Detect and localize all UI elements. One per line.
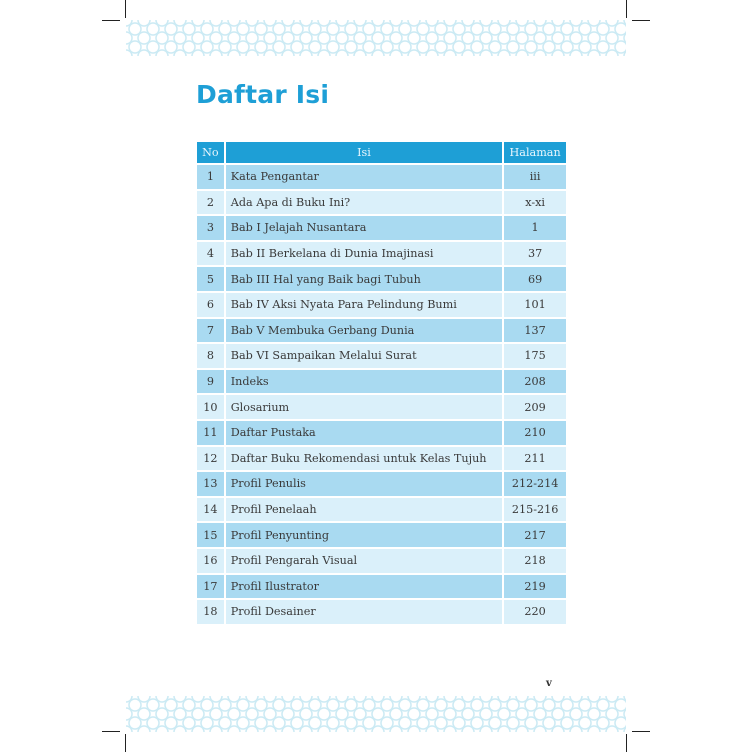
header-halaman: Halaman <box>504 142 566 163</box>
table-row <box>197 216 566 240</box>
row-number-cell: 7 <box>197 319 224 343</box>
row-page-cell: 137 <box>504 319 566 343</box>
row-page-cell: 220 <box>504 600 566 624</box>
crop-mark-bottom-right-v <box>626 734 627 752</box>
table-row <box>197 370 566 394</box>
row-page-cell: 208 <box>504 370 566 394</box>
row-page-cell: 210 <box>504 421 566 445</box>
table-row <box>197 165 566 189</box>
row-title-cell: Profil Ilustrator <box>226 575 502 599</box>
row-number-cell: 9 <box>197 370 224 394</box>
row-number-cell: 12 <box>197 447 224 471</box>
row-number-cell: 6 <box>197 293 224 317</box>
table-row <box>197 523 566 547</box>
row-page-cell: 212-214 <box>504 472 566 496</box>
page-title: Daftar Isi <box>196 80 330 109</box>
row-title-cell: Bab III Hal yang Baik bagi Tubuh <box>226 267 502 291</box>
row-title-cell: Bab IV Aksi Nyata Para Pelindung Bumi <box>226 293 502 317</box>
row-number-cell: 3 <box>197 216 224 240</box>
row-page-cell: 37 <box>504 242 566 266</box>
row-number-cell: 14 <box>197 498 224 522</box>
table-row <box>197 575 566 599</box>
table-row <box>197 242 566 266</box>
row-number-cell: 5 <box>197 267 224 291</box>
row-number-cell: 8 <box>197 344 224 368</box>
row-title-cell: Ada Apa di Buku Ini? <box>226 191 502 215</box>
row-number-cell: 10 <box>197 395 224 419</box>
row-title-cell: Indeks <box>226 370 502 394</box>
row-title-cell: Daftar Pustaka <box>226 421 502 445</box>
table-row <box>197 191 566 215</box>
row-title-cell: Profil Pengarah Visual <box>226 549 502 573</box>
row-title-cell: Kata Pengantar <box>226 165 502 189</box>
crop-mark-bottom-left-v <box>125 734 126 752</box>
row-title-cell: Bab I Jelajah Nusantara <box>226 216 502 240</box>
table-header-row <box>197 142 566 163</box>
row-number-cell: 17 <box>197 575 224 599</box>
row-number-cell: 13 <box>197 472 224 496</box>
row-page-cell: 175 <box>504 344 566 368</box>
row-page-cell: 218 <box>504 549 566 573</box>
row-title-cell: Profil Penyunting <box>226 523 502 547</box>
row-page-cell: 219 <box>504 575 566 599</box>
row-title-cell: Bab VI Sampaikan Melalui Surat <box>226 344 502 368</box>
table-row <box>197 319 566 343</box>
table-of-contents <box>195 140 568 626</box>
table-row <box>197 447 566 471</box>
page-number: v <box>546 678 552 689</box>
row-page-cell: 215-216 <box>504 498 566 522</box>
row-page-cell: x-xi <box>504 191 566 215</box>
row-page-cell: 1 <box>504 216 566 240</box>
row-title-cell: Daftar Buku Rekomendasi untuk Kelas Tujuh <box>226 447 502 471</box>
table-row <box>197 395 566 419</box>
top-decorative-pattern <box>126 20 626 56</box>
table-row <box>197 344 566 368</box>
row-number-cell: 11 <box>197 421 224 445</box>
row-title-cell: Profil Desainer <box>226 600 502 624</box>
table-row <box>197 421 566 445</box>
bottom-decorative-pattern <box>126 696 626 732</box>
row-number-cell: 18 <box>197 600 224 624</box>
crop-mark-top-left-v <box>125 0 126 18</box>
row-page-cell: 217 <box>504 523 566 547</box>
row-page-cell: 211 <box>504 447 566 471</box>
row-page-cell: 209 <box>504 395 566 419</box>
row-page-cell: 101 <box>504 293 566 317</box>
header-no: No <box>197 142 224 163</box>
table-row <box>197 600 566 624</box>
row-title-cell: Glosarium <box>226 395 502 419</box>
row-number-cell: 4 <box>197 242 224 266</box>
table-body <box>197 165 566 624</box>
table-row <box>197 267 566 291</box>
crop-mark-top-left-h <box>102 20 120 21</box>
table-row <box>197 293 566 317</box>
row-title-cell: Profil Penulis <box>226 472 502 496</box>
crop-mark-bottom-left-h <box>102 731 120 732</box>
table-row <box>197 498 566 522</box>
row-title-cell: Bab II Berkelana di Dunia Imajinasi <box>226 242 502 266</box>
table-row <box>197 549 566 573</box>
crop-mark-top-right-v <box>626 0 627 18</box>
row-number-cell: 15 <box>197 523 224 547</box>
crop-mark-top-right-h <box>632 20 650 21</box>
row-number-cell: 1 <box>197 165 224 189</box>
row-number-cell: 16 <box>197 549 224 573</box>
row-title-cell: Profil Penelaah <box>226 498 502 522</box>
row-page-cell: 69 <box>504 267 566 291</box>
row-page-cell: iii <box>504 165 566 189</box>
row-number-cell: 2 <box>197 191 224 215</box>
table-row <box>197 472 566 496</box>
row-title-cell: Bab V Membuka Gerbang Dunia <box>226 319 502 343</box>
crop-mark-bottom-right-h <box>632 731 650 732</box>
header-isi: Isi <box>226 142 502 163</box>
